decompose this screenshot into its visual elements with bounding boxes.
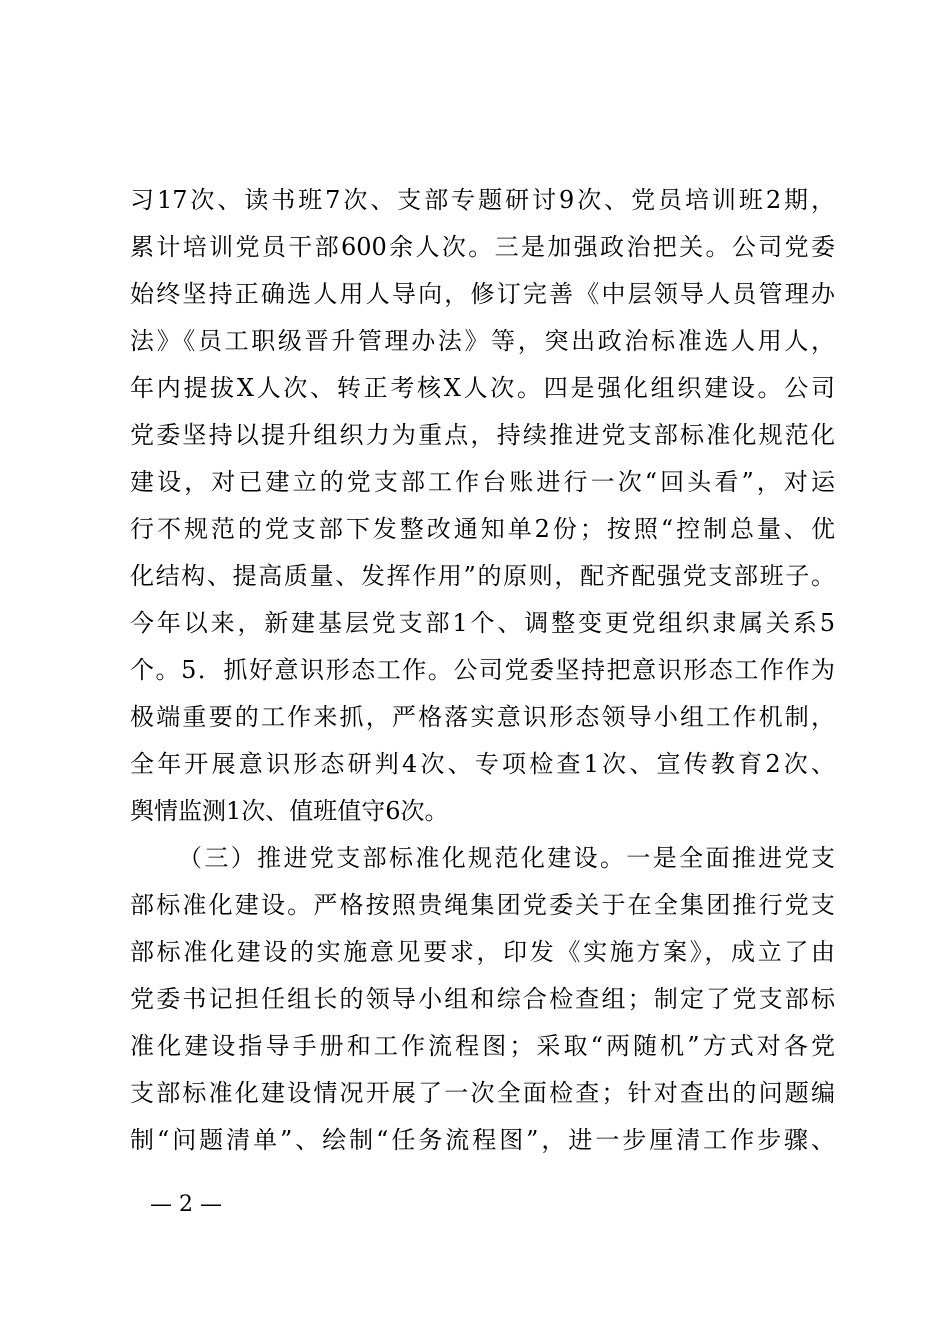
text-line: 累计培训党员干部600余人次。三是加强政治把关。公司党委 bbox=[130, 233, 835, 261]
text-line: 准化建设指导手册和工作流程图；采取“两随机”方式对各党 bbox=[130, 1032, 835, 1060]
text-line: 始终坚持正确选人用人导向，修订完善《中层领导人员管理办 bbox=[130, 280, 835, 308]
text-line: 党委书记担任组长的领导小组和综合检查组；制定了党支部标 bbox=[130, 985, 835, 1013]
text-line: 舆情监测1次、值班值守6次。 bbox=[130, 797, 449, 825]
text-line: 化结构、提高质量、发挥作用”的原则，配齐配强党支部班子。 bbox=[130, 562, 835, 590]
text-line: 制“问题清单”、绘制“任务流程图”，进一步厘清工作步骤、 bbox=[130, 1126, 835, 1154]
text-line: 部标准化建设。严格按照贵绳集团党委关于在全集团推行党支 bbox=[130, 891, 835, 919]
text-line: 全年开展意识形态研判4次、专项检查1次、宣传教育2次、 bbox=[130, 750, 835, 778]
section-heading-line: （三）推进党支部标准化规范化建设。一是全面推进党支 bbox=[178, 844, 835, 872]
text-line: 法》《员工职级晋升管理办法》等，突出政治标准选人用人， bbox=[130, 327, 835, 355]
text-line: 极端重要的工作来抓，严格落实意识形态领导小组工作机制， bbox=[130, 703, 835, 731]
text-line: 支部标准化建设情况开展了一次全面检查；针对查出的问题编 bbox=[130, 1079, 835, 1107]
text-line: 部标准化建设的实施意见要求，印发《实施方案》，成立了由 bbox=[130, 938, 835, 966]
text-line: 今年以来，新建基层党支部1个、调整变更党组织隶属关系5 bbox=[130, 609, 835, 637]
page-number: — 2 — bbox=[150, 1192, 222, 1217]
text-line: 建设，对已建立的党支部工作台账进行一次“回头看”，对运 bbox=[130, 468, 835, 496]
text-line: 行不规范的党支部下发整改通知单2份；按照“控制总量、优 bbox=[130, 515, 835, 543]
text-line: 年内提拔X人次、转正考核X人次。四是强化组织建设。公司 bbox=[130, 374, 835, 402]
text-line: 习17次、读书班7次、支部专题研讨9次、党员培训班2期， bbox=[130, 186, 835, 214]
text-line: 个。5．抓好意识形态工作。公司党委坚持把意识形态工作作为 bbox=[130, 656, 835, 684]
text-line: 党委坚持以提升组织力为重点，持续推进党支部标准化规范化 bbox=[130, 421, 835, 449]
